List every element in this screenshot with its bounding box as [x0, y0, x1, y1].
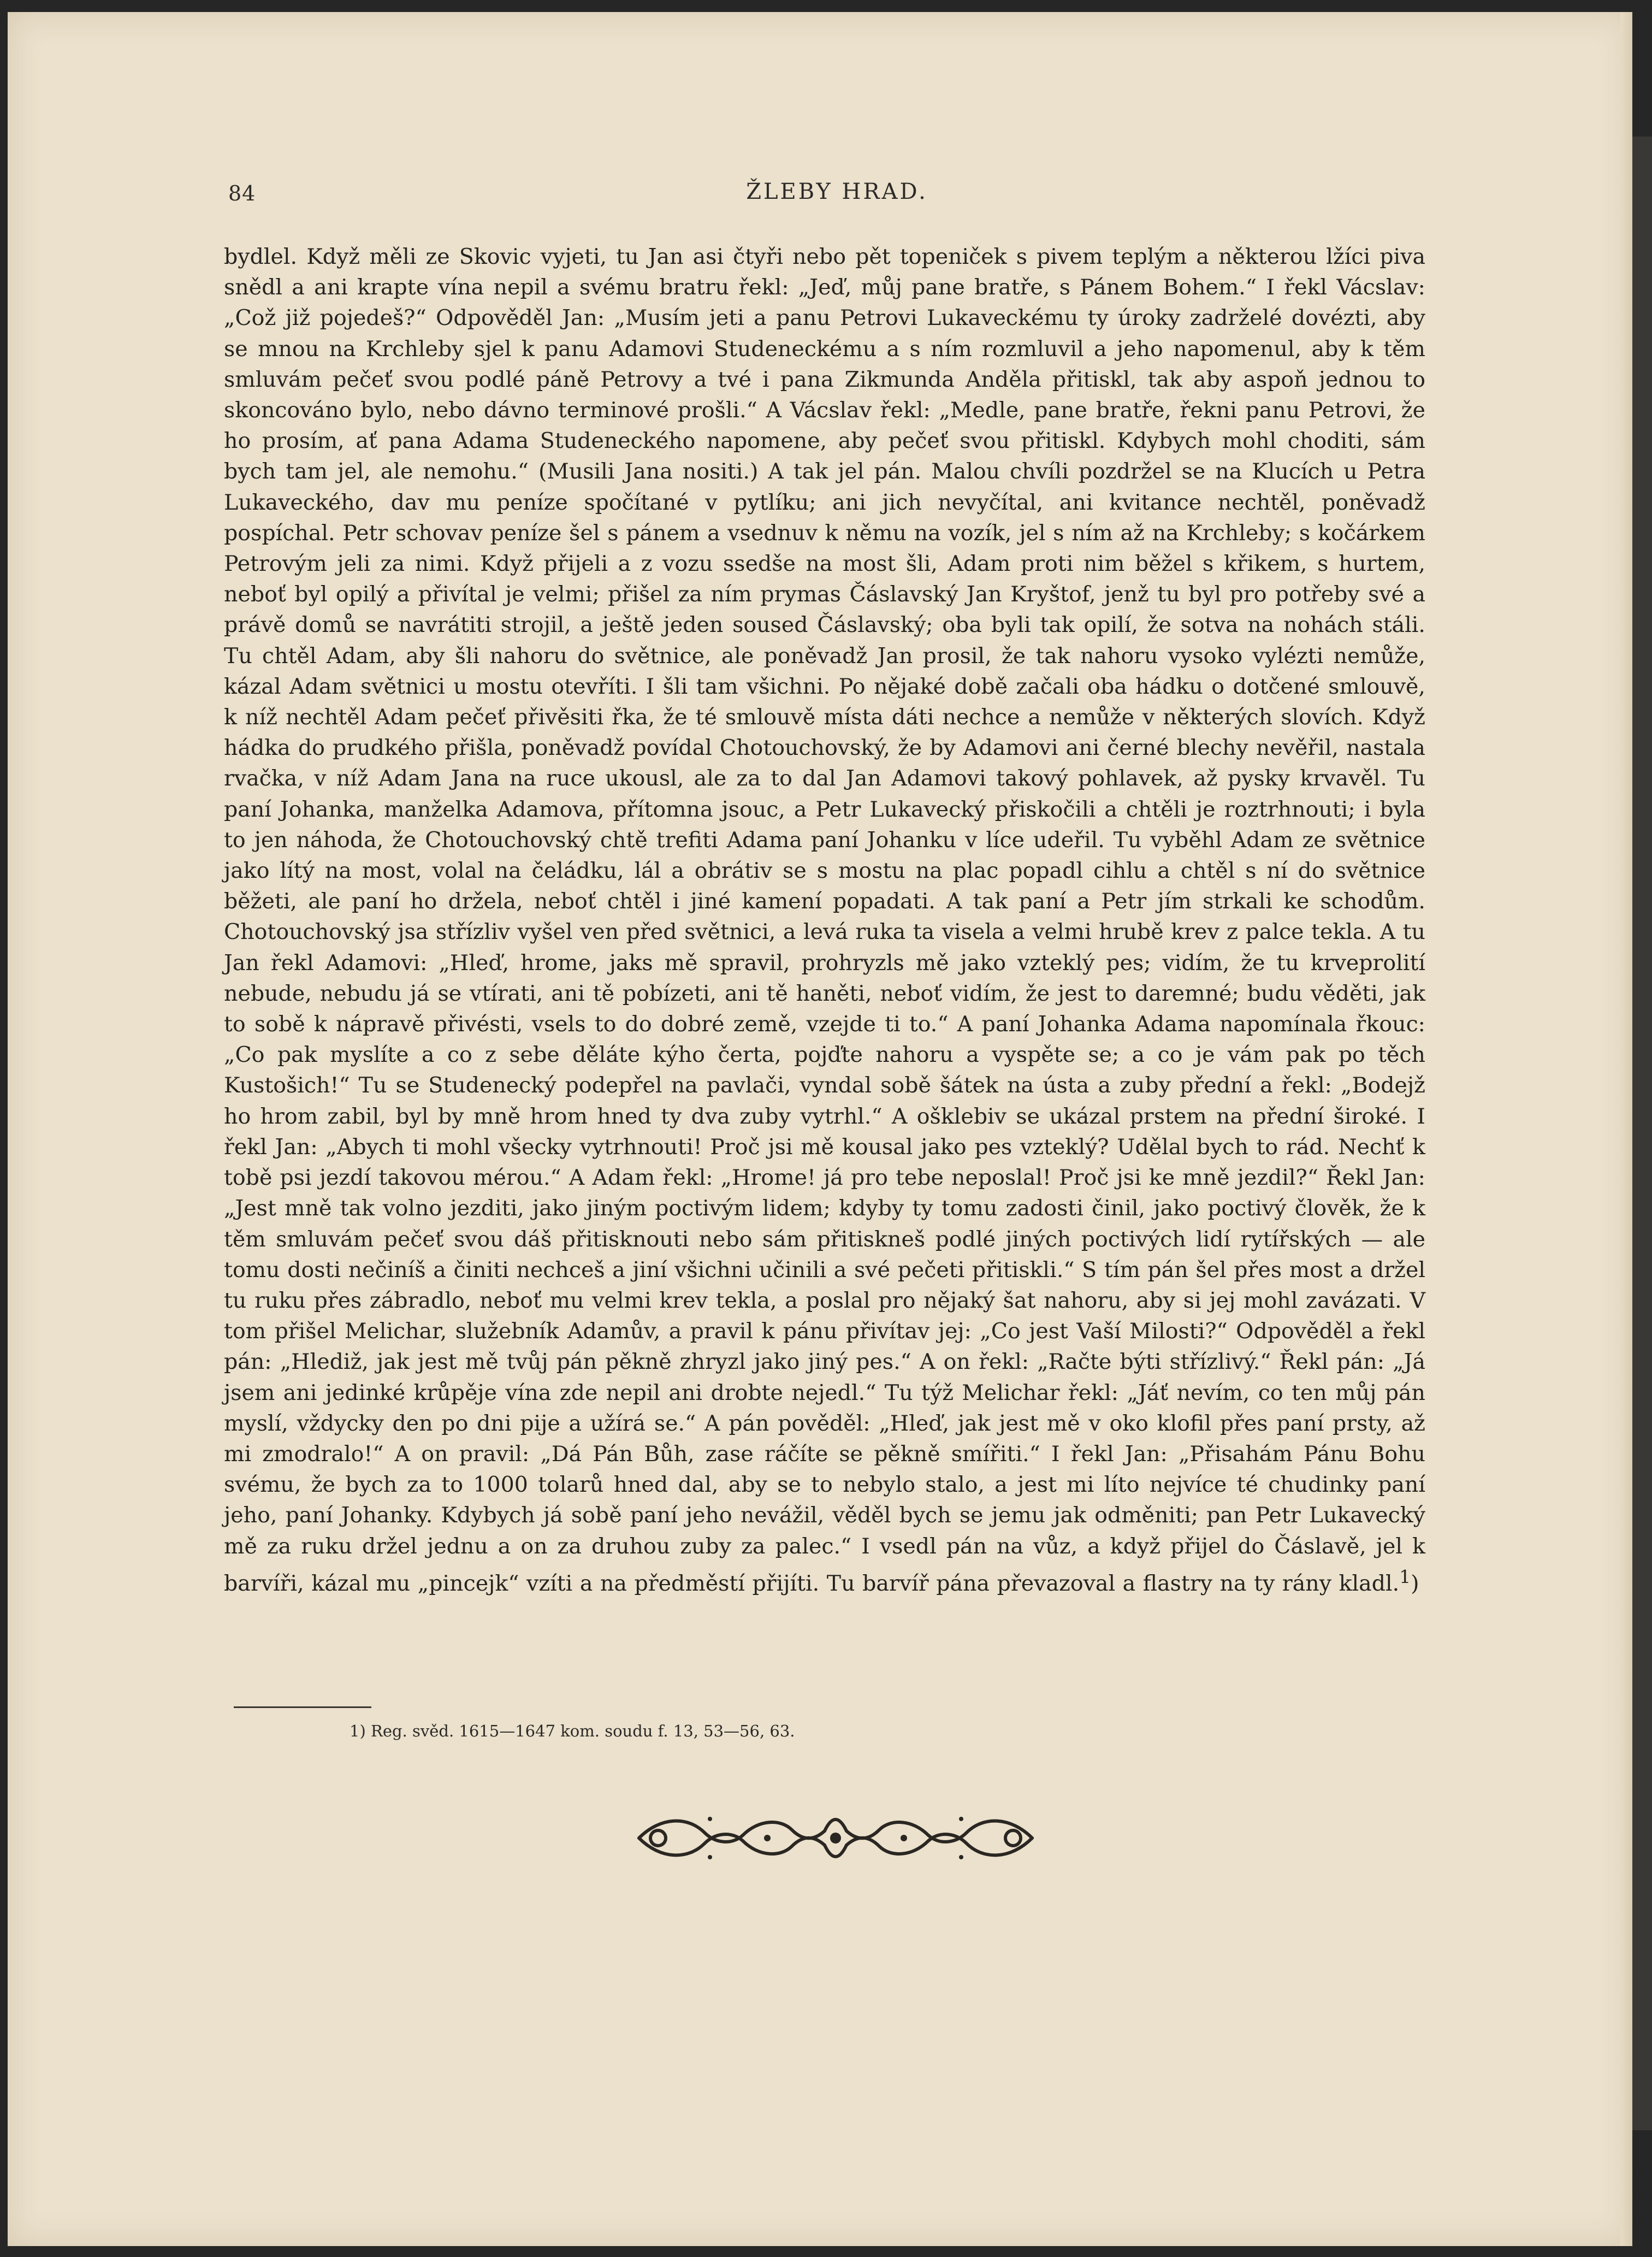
footnote-rule [234, 1706, 371, 1708]
body-paragraph-text: bydlel. Když měli ze Skovic vyjeti, tu Jan asi čtyři nebo pět topeniček s pivem teplým a některou lžíci piva snědl a ani krapte vína nepil a svému bratru řekl: „Jeď, můj pane bratře, s Pánem Bohem.“ I řekl Vácslav: „Což již pojedeš?“ Odpověděl Jan: „Musím jeti a panu Petrovi Lukaveckému ty úroky zadrželé dovézti, aby se mnou na Krchleby sjel k panu Adamovi Studeneckému a s ním rozmluvil a jeho napomenul, aby k těm smluvám pečeť svou podlé páně Petrovy a tvé i pana Zikmunda Anděla přitiskl, tak aby aspoň jednou to skoncováno bylo, nebo dávno terminové prošli.“ A Vácslav řekl: „Medle, pane bratře, řekni panu Petrovi, že ho prosím, ať pana Adama Studeneckého napomene, aby pečeť svou přitiskl. Kdybych mohl choditi, sám bych tam jel, ale nemohu.“ (Musili Jana nositi.) A tak jel pán. Malou chvíli pozdržel se na Klucích u Petra Lukaveckého, dav mu peníze spočítané v pytlíku; ani jich nevyčítal, ani kvitance nechtěl, poněvadž pospíchal. Petr schovav peníze šel s pánem a vsednuv k němu na vozík, jel s ním až na Krchleby; s kočárkem Petrovým jeli za nimi. Když přijeli a z vozu ssedše na most šli, Adam proti nim běžel s křikem, s hurtem, neboť byl opilý a přivítal je velmi; přišel za ním prymas Čáslavský Jan Kryštof, jenž tu byl pro potřeby své a právě domů se navrátiti strojil, a ještě jeden soused Čáslavský; oba byli tak opilí, že sotva na nohách stáli. Tu chtěl Adam, aby šli nahoru do světnice, ale poněvadž Jan prosil, že tak nahoru vysoko vylézti nemůže, kázal Adam světnici u mostu otevříti. I šli tam všichni. Po nějaké době začali oba hádku o dotčené smlouvě, k níž nechtěl Adam pečeť přivěsiti řka, že té smlouvě místa dáti nechce a nemůže v některých slovích. Když hádka do prudkého přišla, poněvadž povídal Chotouchovský, že by Adamovi ani černé blechy nevěřil, nastala rvačka, v níž Adam Jana na ruce ukousl, ale za to dal Jan Adamovi takový pohlavek, až pysky krvavěl. Tu paní Johanka, manželka Adamova, přítomna jsouc, a Petr Lukavecký přiskočili a chtěli je roztrhnouti; i byla to jen náhoda, že Chotouchovský chtě trefiti Adama paní Johanku v líce udeřil. Tu vyběhl Adam ze světnice jako lítý na most, volal na čeládku, lál a obrátiv se s mostu na plac popadl cihlu a chtěl s ní do světnice běžeti, ale paní ho držela, neboť chtěl i jiné kamení popadati. A tak paní a Petr jím strkali ke schodům. Chotouchovský jsa střízliv vyšel ven před světnici, a levá ruka ta visela a velmi hrubě krev z palce tekla. A tu Jan řekl Adamovi: „Hleď, hrome, jaks mě spravil, prohryzls mě jako vzteklý pes; vidím, že tu krveprolití nebude, nebudu já se vtírati, ani tě pobízeti, ani tě haněti, neboť vidím, že jest to daremné; budu věděti, jak to sobě k nápravě přivésti, vsels to do dobré země, vzejde ti to.“ A paní Johanka Adama napomínala řkouc: „Co pak myslíte a co z sebe děláte kýho čerta, pojďte nahoru a vyspěte se; a co je vám pak po těch Kustošich!“ Tu se Studenecký podepřel na pavlači, vyndal sobě šátek na ústa a zuby přední a řekl: „Bodejž ho hrom zabil, byl by mně hrom hned ty dva zuby vytrhl.“ A ošklebiv se ukázal prstem na přední široké. I řekl Jan: „Abych ti mohl všecky vytrhnouti! Proč jsi mě kousal jako pes vzteklý? Udělal bych to rád. Nechť k tobě psi jezdí takovou mérou.“ A Adam řekl: „Hrome! já pro tebe neposlal! Proč jsi ke mně jezdil?“ Řekl Jan: „Jest mně tak volno jezditi, jako jiným poctivým lidem; kdyby ty tomu zadosti činil, jako poctivý člověk, že k těm smluvám pečeť svou dáš přitisknouti nebo sám přitiskneš podlé jiných poctivých lidí rytířských — ale tomu dosti nečiníš a činiti nechceš a jiní všichni učinili a své pečeti přitiskli.“ S tím pán šel přes most a držel tu ruku přes zábradlo, neboť mu velmi krev tekla, a poslal pro nějaký šat nahoru, aby si jej mohl zavázati. V tom přišel Melichar, služebník Adamův, a pravil k pánu přivítav jej: „Co jest Vaší Milosti?“ Odpověděl a řekl pán: „Hlediž, jak jest mě tvůj pán pěkně zhryzl jako jiný pes.“ A on řekl: „Račte býti střízlivý.“ Řekl pán: „Já jsem ani jedinké krůpěje vína zde nepil ani drobte nejedl.“ Tu týž Melichar řekl: „Jáť nevím, co ten můj pán myslí, vždycky den po dni pije a užírá se.“ A pán pověděl: „Hleď, jak jest mě v oko klofil přes paní prsty, až mi zmodralo!“ A on pravil: „Dá Pán Bůh, zase ráčíte se pěkně smířiti.“ I řekl Jan: „Přisahám Pánu Bohu svému, že bych za to 1000 tolarů hned dal, aby se to nebylo stalo, a jest mi líto nejvíce té chudinky paní jeho, paní Johanky. Kdybych já sobě paní jeho nevážil, věděl bych se jemu jak odměniti; pan Petr Lukavecký mě za ruku držel jednu a on za druhou zuby za palec.“ I vsedl pán na vůz, a když přijel do Čáslavě, jel k barvíři, kázal mu „pincejk“ vzíti a na předměstí přijíti. Tu barvíř pána převazoval a flastry na ty rány kladl. [224, 244, 1425, 1596]
printers-ornament-icon [628, 1803, 1043, 1874]
running-head: ŽLEBY HRAD. [746, 179, 928, 204]
binding-strip [1630, 137, 1652, 2130]
footnote-marker: 1) [350, 1722, 366, 1740]
footnote-text: Reg. svěd. 1615—1647 kom. soudu f. 13, 53—56, 63. [370, 1722, 795, 1740]
footnote [350, 1722, 795, 1740]
page-edge [1620, 12, 1632, 2246]
page-number: 84 [228, 181, 256, 205]
body-paragraph: bydlel. Když měli ze Skovic vyjeti, tu Jan asi čtyři nebo pět topeniček s pivem teplým a některou lžíci piva snědl a ani krapte vína nepil a svému bratru řekl: „Jeď, můj pane bratře, s Pánem Bohem.“ I řekl Vácslav: „Což již pojedeš?“ Odpověděl Jan: „Musím jeti a panu Petrovi Lukaveckému ty úroky zadrželé dovézti, aby se mnou na Krchleby sjel k panu Adamovi Studeneckému a s ním rozmluvil a jeho napomenul, aby k těm smluvám pečeť svou podlé páně Petrovy a tvé i pana Zikmunda Anděla přitiskl, tak aby aspoň jednou to skoncováno bylo, nebo dávno terminové prošli.“ A Vácslav řekl: „Medle, pane bratře, řekni panu Petrovi, že ho prosím, ať pana Adama Studeneckého napomene, aby pečeť svou přitiskl. Kdybych mohl choditi, sám bych tam jel, ale nemohu.“ (Musili Jana nositi.) A tak jel pán. Malou chvíli pozdržel se na Klucích u Petra Lukaveckého, dav mu peníze spočítané v pytlíku; ani jich nevyčítal, ani kvitance nechtěl, poněvadž pospíchal. Petr schovav peníze šel s pánem a vsednuv k němu na vozík, jel s ním až na Krchleby; s kočárkem Petrovým jeli za nimi. Když přijeli a z vozu ssedše na most šli, Adam proti nim běžel s křikem, s hurtem, neboť byl opilý a přivítal je velmi; přišel za ním prymas Čáslavský Jan Kryštof, jenž tu byl pro potřeby své a právě domů se navrátiti strojil, a ještě jeden soused Čáslavský; oba byli tak opilí, že sotva na nohách stáli. Tu chtěl Adam, aby šli nahoru do světnice, ale poněvadž Jan prosil, že tak nahoru vysoko vylézti nemůže, kázal Adam světnici u mostu otevříti. I šli tam všichni. Po nějaké době začali oba hádku o dotčené smlouvě, k níž nechtěl Adam pečeť přivěsiti řka, že té smlouvě místa dáti nechce a nemůže v některých slovích. Když hádka do prudkého přišla, poněvadž povídal Chotouchovský, že by Adamovi ani černé blechy nevěřil, nastala rvačka, v níž Adam Jana na ruce ukousl, ale za to dal Jan Adamovi takový pohlavek, až pysky krvavěl. Tu paní Johanka, manželka Adamova, přítomna jsouc, a Petr Lukavecký přiskočili a chtěli je roztrhnouti; i byla to jen náhoda, že Chotouchovský chtě trefiti Adama paní Johanku v líce udeřil. Tu vyběhl Adam ze světnice jako lítý na most, volal na čeládku, lál a obrátiv se s mostu na plac popadl cihlu a chtěl s ní do světnice běžeti, ale paní ho držela, neboť chtěl i jiné kamení popadati. A tak paní a Petr jím strkali ke schodům. Chotouchovský jsa střízliv vyšel ven před světnici, a levá ruka ta visela a velmi hrubě krev z palce tekla. A tu Jan řekl Adamovi: „Hleď, hrome, jaks mě spravil, prohryzls mě jako vzteklý pes; vidím, že tu krveprolití nebude, nebudu já se vtírati, ani tě pobízeti, ani tě haněti, neboť vidím, že jest to daremné; budu věděti, jak to sobě k nápravě přivésti, vsels to do dobré země, vzejde ti to.“ A paní Johanka Adama napomínala řkouc: „Co pak myslíte a co z sebe děláte kýho čerta, pojďte nahoru a vyspěte se; a co je vám pak po těch Kustošich!“ Tu se Studenecký podepřel na pavlači, vyndal sobě šátek na ústa a zuby přední a řekl: „Bodejž ho hrom zabil, byl by mně hrom hned ty dva zuby vytrhl.“ A ošklebiv se ukázal prstem na přední široké. I řekl Jan: „Abych ti mohl všecky vytrhnouti! Proč jsi mě kousal jako pes vzteklý? Udělal bych to rád. Nechť k tobě psi jezdí takovou mérou.“ A Adam řekl: „Hrome! já pro tebe neposlal! Proč jsi ke mně jezdil?“ Řekl Jan: „Jest mně tak volno jezditi, jako jiným poctivým lidem; kdyby ty tomu zadosti činil, jako poctivý člověk, že k těm smluvám pečeť svou dáš přitisknouti nebo sám přitiskneš podlé jiných poctivých lidí rytířských — ale tomu dosti nečiníš a činiti nechceš a jiní všichni učinili a své pečeti přitiskli.“ S tím pán šel přes most a držel tu ruku přes zábradlo, neboť mu velmi krev tekla, a poslal pro nějaký šat nahoru, aby si jej mohl zavázati. V tom přišel Melichar, služebník Adamův, a pravil k pánu přivítav jej: „Co jest Vaší Milosti?“ Odpověděl a řekl pán: „Hlediž, jak jest mě tvůj pán pěkně zhryzl jako jiný pes.“ A on řekl: „Račte býti střízlivý.“ Řekl pán: „Já jsem ani jedinké krůpěje vína zde nepil ani drobte nejedl.“ Tu týž Melichar řekl: „Jáť nevím, co ten můj pán myslí, vždycky den po dni pije a užírá se.“ A pán pověděl: „Hleď, jak jest mě v oko klofil přes paní prsty, až mi zmodralo!“ A on pravil: „Dá Pán Bůh, zase ráčíte se pěkně smířiti.“ I řekl Jan: „Přisahám Pánu Bohu svému, že bych za to 1000 tolarů hned dal, aby se to nebylo stalo, a jest mi líto nejvíce té chudinky paní jeho, paní Johanky. Kdybych já sobě paní jeho nevážil, věděl bych se jemu jak odměniti; pan Petr Lukavecký mě za ruku držel jednu a on za druhou zuby za palec.“ I vsedl pán na vůz, a když přijel do Čáslavě, jel k barvíři, kázal mu „pincejk“ vzíti a na předměstí přijíti. Tu barvíř pána převazoval a flastry na ty rány kladl.$^1$) [224, 244, 1425, 1596]
body-text [224, 241, 1425, 1599]
footnote-reference: 1 [1399, 1565, 1411, 1587]
